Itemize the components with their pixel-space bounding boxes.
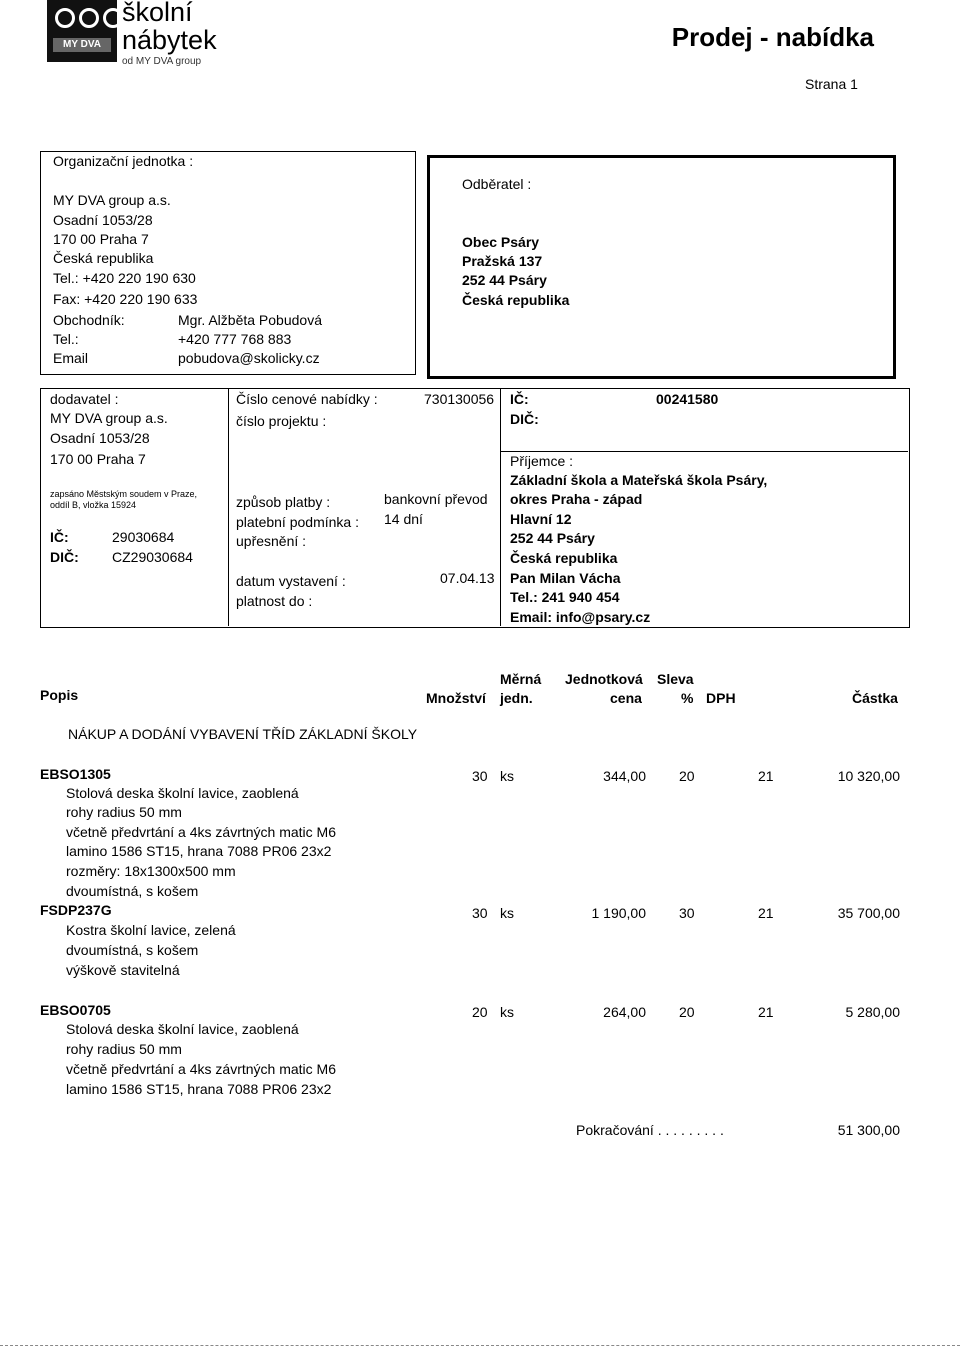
customer-street: Pražská 137 — [462, 253, 543, 269]
supplier-city: 170 00 Praha 7 — [50, 451, 146, 467]
item-desc-line: rohy radius 50 mm — [66, 804, 182, 820]
supplier-ic: 29030684 — [112, 529, 175, 545]
project-label: číslo projektu : — [236, 413, 327, 429]
supplier-registry-2: oddíl B, vložka 15924 — [50, 500, 137, 510]
item-desc-line: dvoumístná, s košem — [66, 942, 199, 958]
supplier-ic-label: IČ: — [50, 529, 69, 545]
item-desc-line: rohy radius 50 mm — [66, 1041, 182, 1057]
recipient-ic: 00241580 — [656, 391, 719, 407]
continue-amount: 51 300,00 — [837, 1122, 900, 1138]
offer-number-label: Číslo cenové nabídky : — [236, 391, 378, 407]
page-number: Strana 1 — [805, 76, 858, 92]
customer-heading: Odběratel : — [462, 176, 532, 192]
customer-country: Česká republika — [462, 292, 570, 308]
page-bottom-rule — [0, 1345, 960, 1346]
org-sales-name: Mgr. Alžběta Pobudová — [178, 312, 322, 328]
payment-label: způsob platby : — [236, 494, 331, 510]
recipient-line-6: Pan Milan Vácha — [510, 570, 621, 586]
item-desc-line: rozměry: 18x1300x500 mm — [66, 863, 236, 879]
supplier-street: Osadní 1053/28 — [50, 430, 150, 446]
logo-word-1: školní — [122, 0, 193, 27]
recipient-line-8[interactable]: Email: info@psary.cz — [510, 609, 651, 625]
recipient-dic-label: DIČ: — [510, 411, 539, 427]
col-castka: Částka — [852, 690, 898, 706]
item-code: EBSO1305 — [40, 766, 111, 782]
item-discount: 20 — [679, 1004, 695, 1020]
col-merna-2: jedn. — [500, 690, 533, 706]
logo-subtitle: od MY DVA group — [122, 56, 202, 67]
recipient-line-4: 252 44 Psáry — [510, 530, 595, 546]
supplier-registry-1: zapsáno Městským soudem v Praze, — [50, 489, 198, 499]
item-vat: 21 — [758, 1004, 774, 1020]
item-qty: 30 — [472, 768, 488, 784]
logo-band: MY DVA — [53, 38, 111, 52]
item-desc-line: výškově stavitelná — [66, 962, 180, 978]
item-desc-line: včetně předvrtání a 4ks závrtných matic M6 — [66, 824, 336, 840]
org-city: 170 00 Praha 7 — [53, 231, 149, 247]
logo-word-2: nábytek — [122, 25, 217, 55]
item-desc-line: Kostra školní lavice, zelená — [66, 922, 236, 938]
org-fax: Fax: +420 220 190 633 — [53, 291, 198, 307]
org-country: Česká republika — [53, 250, 154, 266]
recipient-heading: Příjemce : — [510, 453, 574, 469]
recipient-ic-label: IČ: — [510, 391, 529, 407]
logo-mark-icon — [55, 8, 123, 28]
col-sleva-2: % — [681, 690, 694, 706]
item-code: EBSO0705 — [40, 1002, 111, 1018]
customer-city: 252 44 Psáry — [462, 272, 547, 288]
item-vat: 21 — [758, 768, 774, 784]
item-price: 264,00 — [603, 1004, 646, 1020]
recipient-line-5: Česká republika — [510, 550, 618, 566]
specification-label: upřesnění : — [236, 533, 307, 549]
org-sales-label: Obchodník: — [53, 312, 125, 328]
supplier-dic: CZ29030684 — [112, 549, 193, 565]
col-jedn-2: cena — [610, 690, 642, 706]
details-box — [40, 388, 910, 628]
col-dph: DPH — [706, 690, 736, 706]
item-code: FSDP237G — [40, 902, 112, 918]
item-price: 1 190,00 — [591, 905, 646, 921]
item-desc-line: Stolová deska školní lavice, zaoblená — [66, 785, 299, 801]
recipient-line-1: Základní škola a Mateřská škola Psáry, — [510, 472, 768, 488]
item-unit: ks — [500, 1004, 514, 1020]
item-amount: 5 280,00 — [845, 1004, 900, 1020]
supplier-dic-label: DIČ: — [50, 549, 79, 565]
org-unit-heading: Organizační jednotka : — [53, 153, 194, 169]
col-merna-1: Měrná — [500, 671, 542, 687]
document-title: Prodej - nabídka — [671, 22, 874, 52]
section-title: NÁKUP A DODÁNÍ VYBAVENÍ TŘÍD ZÁKLADNÍ ŠKOLY — [68, 726, 418, 742]
customer-name: Obec Psáry — [462, 234, 540, 250]
recipient-line-2: okres Praha - západ — [510, 491, 643, 507]
issued-date: 07.04.13 — [440, 570, 495, 586]
org-sales-tel: +420 777 768 883 — [178, 331, 292, 347]
item-vat: 21 — [758, 905, 774, 921]
item-desc-line: lamino 1586 ST15, hrana 7088 PR06 23x2 — [66, 843, 332, 859]
org-sales-tel-label: Tel.: — [53, 331, 79, 347]
col-sleva-1: Sleva — [657, 671, 694, 687]
col-jedn-1: Jednotková — [565, 671, 643, 687]
company-logo — [47, 0, 117, 62]
payment-terms: 14 dní — [384, 511, 423, 527]
terms-label: platební podmínka : — [236, 514, 359, 530]
valid-until-label: platnost do : — [236, 593, 313, 609]
org-street: Osadní 1053/28 — [53, 212, 153, 228]
org-company: MY DVA group a.s. — [53, 192, 171, 208]
item-desc-line: Stolová deska školní lavice, zaoblená — [66, 1021, 299, 1037]
col-mnozstvi: Množství — [426, 690, 486, 706]
recipient-line-7: Tel.: 241 940 454 — [510, 589, 620, 605]
issued-label: datum vystavení : — [236, 573, 346, 589]
item-discount: 30 — [679, 905, 695, 921]
supplier-heading: dodavatel : — [50, 391, 119, 407]
item-desc-line: dvoumístná, s košem — [66, 883, 199, 899]
supplier-company: MY DVA group a.s. — [50, 410, 168, 426]
offer-number: 730130056 — [424, 391, 495, 407]
item-qty: 30 — [472, 905, 488, 921]
item-price: 344,00 — [603, 768, 646, 784]
item-qty: 20 — [472, 1004, 488, 1020]
recipient-line-3: Hlavní 12 — [510, 511, 572, 527]
org-email-label: Email — [53, 350, 89, 366]
continue-label: Pokračování . . . . . . . . . — [576, 1122, 724, 1138]
item-amount: 35 700,00 — [837, 905, 900, 921]
org-email[interactable]: pobudova@skolicky.cz — [178, 350, 320, 366]
item-discount: 20 — [679, 768, 695, 784]
col-popis: Popis — [40, 687, 79, 703]
item-desc-line: včetně předvrtání a 4ks závrtných matic M6 — [66, 1061, 336, 1077]
item-amount: 10 320,00 — [837, 768, 900, 784]
item-unit: ks — [500, 768, 514, 784]
item-unit: ks — [500, 905, 514, 921]
item-desc-line: lamino 1586 ST15, hrana 7088 PR06 23x2 — [66, 1081, 332, 1097]
org-tel: Tel.: +420 220 190 630 — [53, 270, 196, 286]
payment-method: bankovní převod — [384, 491, 488, 507]
